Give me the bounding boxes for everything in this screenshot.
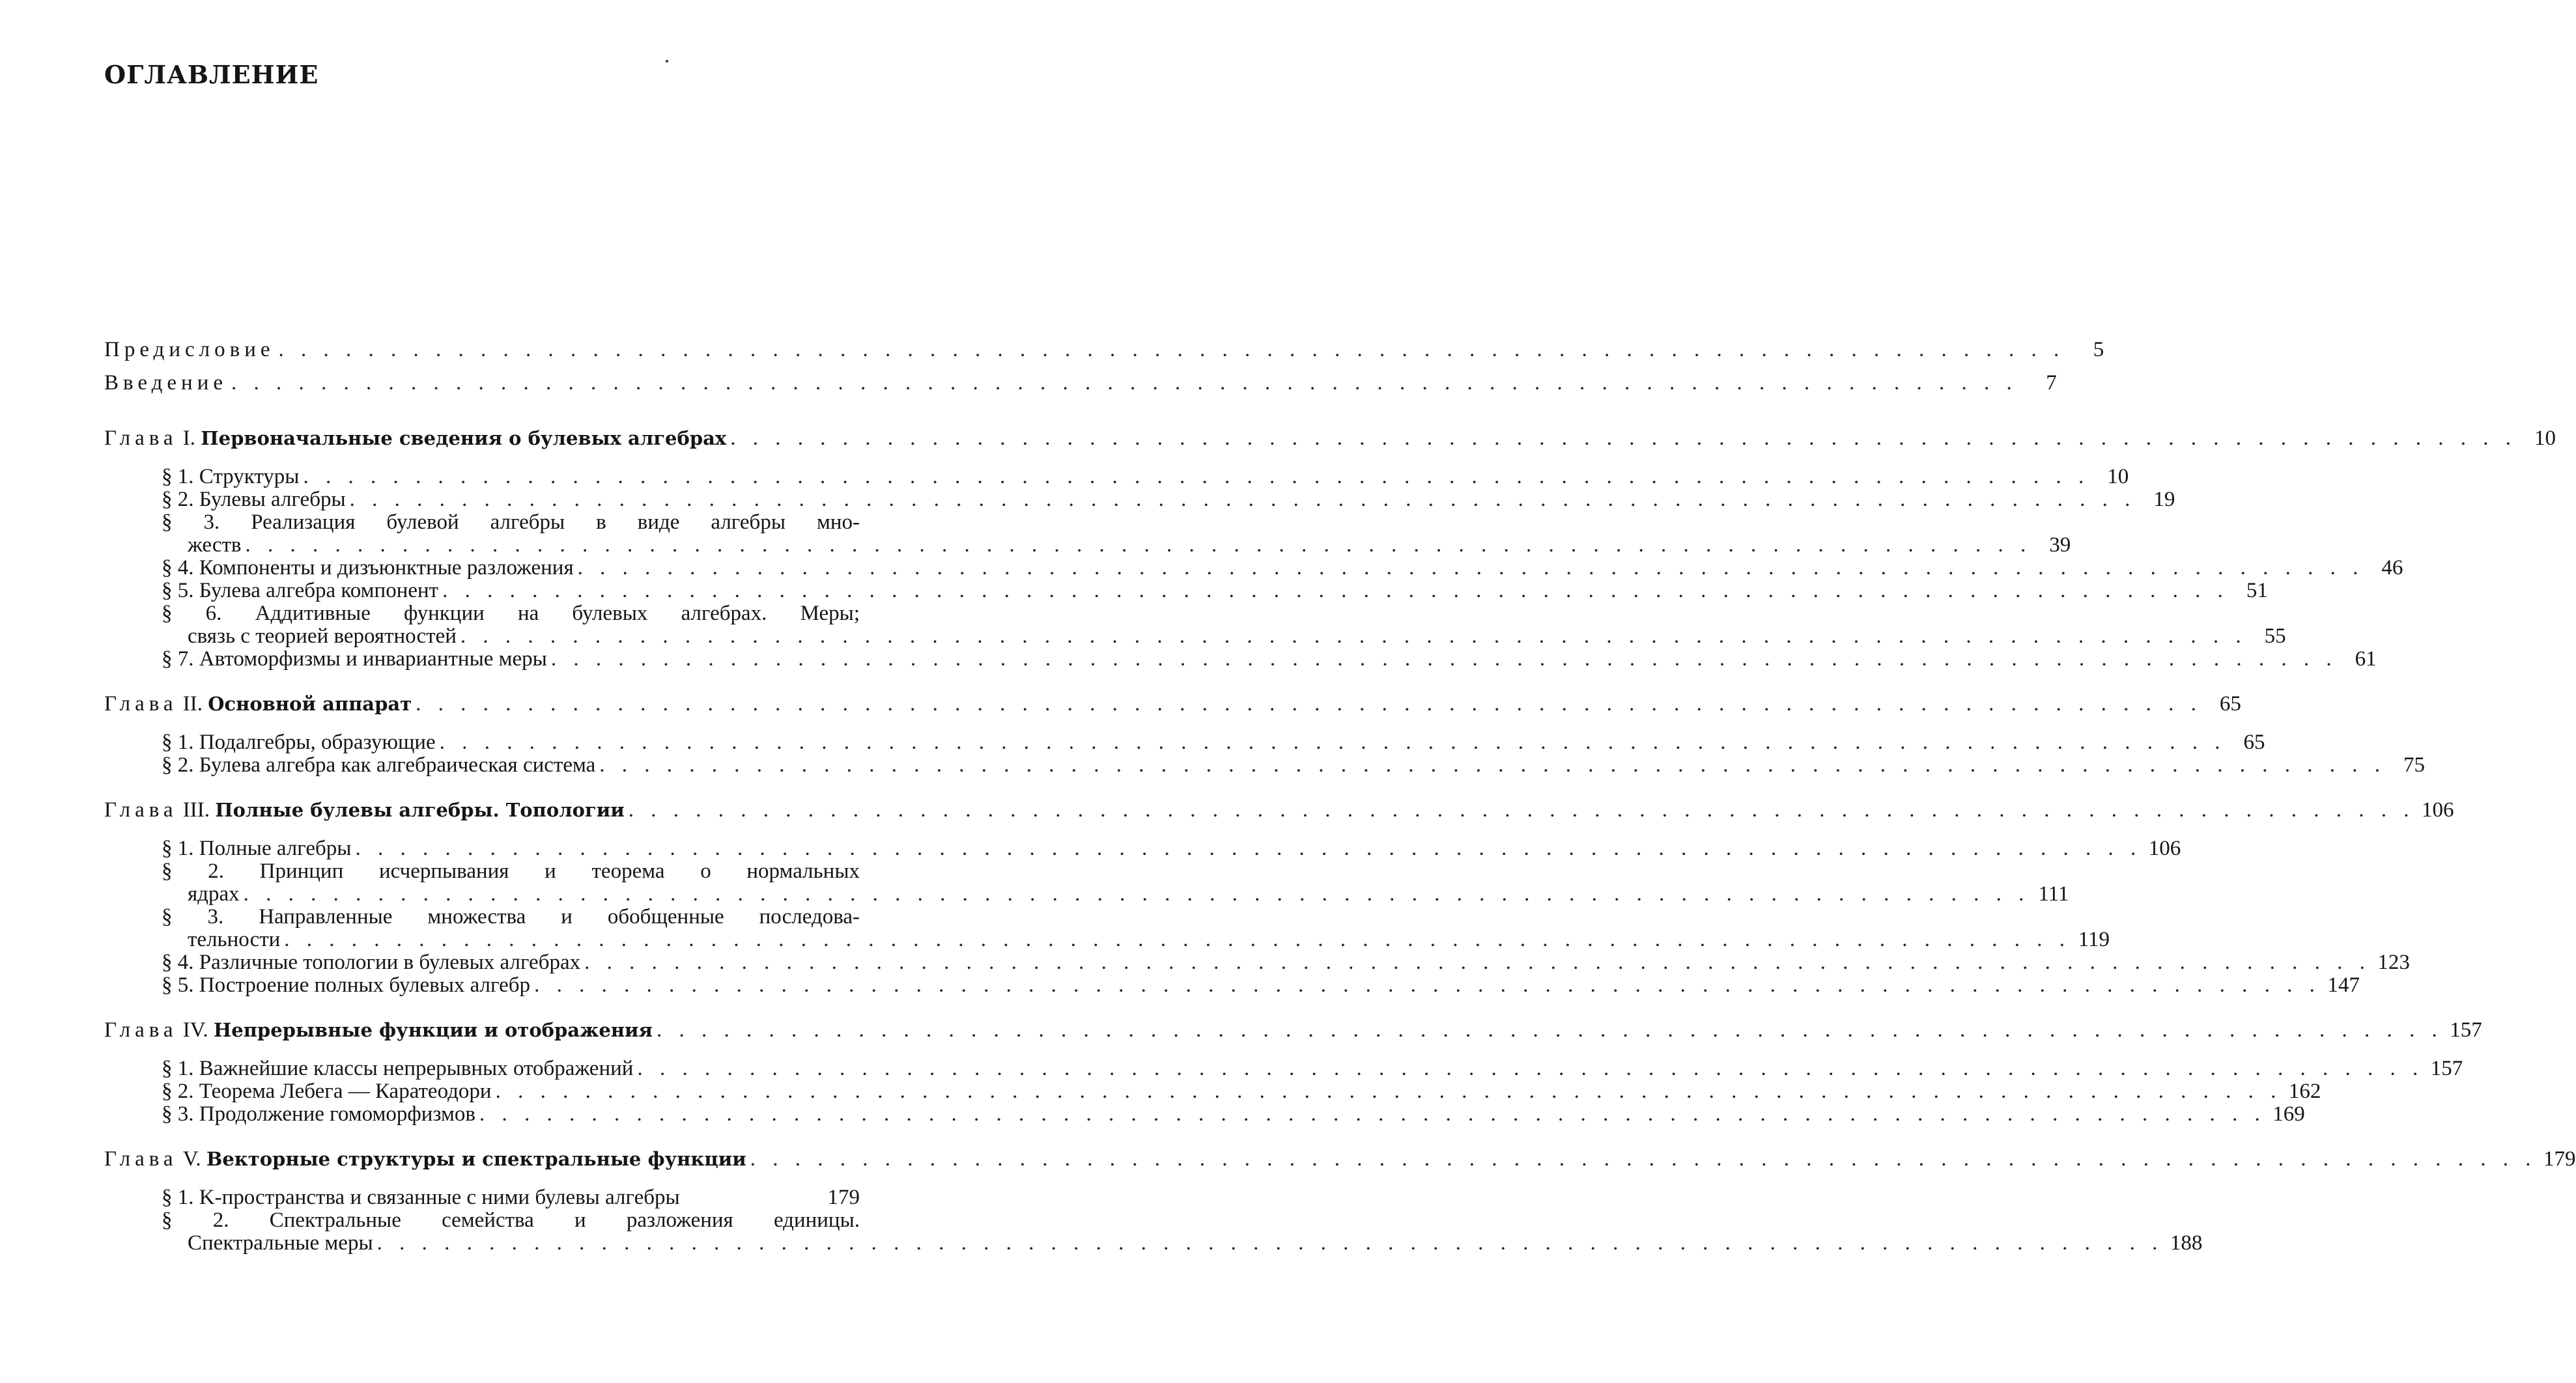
section-title-line1: Спектральные семейства и разложения единицы. (269, 1208, 860, 1232)
section-number: § 6. (162, 602, 222, 625)
section-number: § 5. (162, 973, 194, 997)
dot-leader: . . . . . . . . . . . . . . . . . . . . . . . . . . . . . . . . . . . . . . . . . . . . . . . . . . . . . . . . . . . . . . . . . . . . . . . . . . . . . . . . (584, 951, 2371, 974)
section-line (162, 465, 2129, 488)
section-title-line2: ядрах (188, 882, 240, 906)
page-number: 61 (2355, 647, 2377, 671)
section-title: Булева алгебра как алгебраическая система (199, 753, 596, 777)
dot-leader: . . . . . . . . . . . . . . . . . . . . . . . . . . . . . . . . . . . . . . . . . . . . . . . . . . . . . . . . . . . . . . . . . . . . . . . . . . . . . . . . (577, 556, 2364, 580)
section-number: § 1. (162, 837, 194, 860)
toc-section-entry (104, 1080, 2321, 1103)
page-number: 111 (2038, 882, 2069, 906)
dot-leader: . . . . . . . . . . . . . . . . . . . . . . . . . . . . . . . . . . . . . . . . . . . . . . . . . . . . . . . . . . . . . . . . . . . . . . . . . . . . . . . . (750, 1147, 2537, 1171)
dot-leader: . . . . . . . . . . . . . . . . . . . . . . . . . . . . . . . . . . . . . . . . . . . . . . . . . . . . . . . . . . . . . . . . . . . . . . . . . . . . . . . . (439, 731, 2226, 754)
table-of-contents (104, 338, 2576, 1255)
dot-leader: . . . . . . . . . . . . . . . . . . . . . . . . . . . . . . . . . . . . . . . . . . . . . . . . . . . . . . . . . . . . . . . . . . . . . . . . . . . . . . . . (460, 624, 2247, 648)
section-title: Булевы алгебры (199, 488, 346, 511)
page-number: 157 (2430, 1057, 2463, 1080)
section-number: § 3. (162, 905, 224, 929)
chapter-name: Непрерывные функции и отображения (213, 1019, 653, 1041)
toc-section-entry (104, 837, 2181, 860)
dot-leader: . . . . . . . . . . . . . . . . . . . . . . . . . . . . . . . . . . . . . . . . . . . . . . . . . . . . . . . . . . . . . . . . . . . . . . . . . . . . . . . . (479, 1102, 2266, 1126)
toc-section-entry (104, 753, 2426, 777)
dot-leader: . . . . . . . . . . . . . . . . . . . . . . . . . . . . . . . . . . . . . . . . . . . . . . . . . . . . . . . . . . . . . . . . . . . . . . . . . . . . . . . . (376, 1231, 2164, 1255)
dot-leader: . . . . . . . . . . . . . . . . . . . . . . . . . . . . . . . . . . . . . . . . . . . . . . . . . . . . . . . . . . . . . . . . . . . . . . . . . . . . . . . . (534, 973, 2321, 997)
section-line (162, 1102, 2305, 1126)
section-text (162, 488, 346, 511)
page-number: 169 (2272, 1102, 2305, 1126)
section-line (162, 602, 860, 625)
section-number: § 2. (162, 488, 194, 511)
section-number: § 3. (162, 1102, 194, 1126)
toc-chapter-heading (104, 1018, 2482, 1042)
chapter-name: Первоначальные сведения о булевых алгебрах (201, 427, 727, 449)
toc-section-entry (104, 1057, 2463, 1080)
section-number: § 1. (162, 1186, 194, 1209)
toc-section-entry (104, 1208, 2203, 1255)
section-number: § 1. (162, 465, 194, 488)
section-line (162, 882, 2069, 906)
chapter-word: Глава (104, 1147, 178, 1171)
dot-leader: . . . . . . . . . . . . . . . . . . . . . . . . . . . . . . . . . . . . . . . . . . . . . . . . . . . . . . . . . . . . . . . . . . . . . . . . . . . . . . . . (245, 533, 2032, 557)
section-line (162, 951, 2410, 974)
page-number: 51 (2246, 579, 2268, 602)
section-number: § 4. (162, 951, 194, 974)
chapter-word: Глава (104, 798, 178, 822)
section-line (162, 1231, 2203, 1255)
print-speck (666, 60, 668, 63)
section-title: K-пространства и связанные с ними булевы алгебры (199, 1186, 680, 1209)
page-number: 162 (2288, 1080, 2321, 1103)
dot-leader: . . . . . . . . . . . . . . . . . . . . . . . . . . . . . . . . . . . . . . . . . . . . . . . . . . . . . . . . . . . . . . . . . . . . . . . . . . . . . . . . (656, 1018, 2443, 1042)
toc-chapter-heading (104, 426, 2556, 450)
section-number: § 4. (162, 556, 194, 580)
page-number: 55 (2264, 624, 2286, 648)
section-title: Важнейшие классы непрерывных отображений (199, 1057, 634, 1080)
section-title: Компоненты и дизъюнктные разложения (199, 556, 574, 580)
page-number: 10 (2107, 465, 2129, 488)
page-number: 179 (2543, 1147, 2576, 1171)
section-line (162, 624, 2286, 648)
section-line (162, 906, 860, 929)
chapter-title (104, 427, 726, 450)
dot-leader: . . . . . . . . . . . . . . . . . . . . . . . . . . . . . . . . . . . . . . . . . . . . . . . . . . . . . . . . . . . . . . . . . . . . . . . . . . . . . . . . (243, 882, 2030, 906)
section-title-line2: жеств (188, 533, 242, 557)
section-title-line2: связь с теорией вероятностей (188, 624, 457, 648)
page-number: 123 (2377, 951, 2410, 974)
page-number: 179 (827, 1186, 860, 1209)
dot-leader: . . . . . . . . . . . . . . . . . . . . . . . . . . . . . . . . . . . . . . . . . . . . . . . . . . . . . . . . . . . . . . . . . . . . . . . . . . . . . . . . (303, 465, 2090, 488)
section-line (162, 731, 2265, 754)
dot-leader: . . . . . . . . . . . . . . . . . . . . . . . . . . . . . . . . . . . . . . . . . . . . . . . . . . . . . . . . . . . . . . . . . . . . . . . . . . . . . . . . (550, 647, 2338, 671)
section-number: § 2. (162, 859, 224, 883)
section-line (162, 556, 2403, 580)
section-text (162, 754, 595, 777)
section-line (162, 753, 2426, 777)
section-line (162, 1057, 2463, 1080)
chapter-title (104, 799, 625, 822)
section-title: Продолжение гомоморфизмов (199, 1102, 475, 1126)
section-line (162, 511, 860, 534)
section-number: § 1. (162, 1057, 194, 1080)
page-number: 46 (2381, 556, 2403, 580)
section-title-line1: Направленные множества и обобщенные последова- (259, 905, 860, 929)
section-title: Построение полных булевых алгебр (199, 973, 531, 997)
chapter-number: V. (182, 1147, 201, 1171)
front-label: Предисловие (104, 338, 275, 361)
section-line (162, 533, 2071, 557)
section-text (162, 466, 299, 488)
toc-section-entry (104, 556, 2403, 580)
section-title: Булева алгебра компонент (199, 579, 439, 602)
page-number: 65 (2219, 692, 2241, 716)
section-number: § 7. (162, 647, 194, 671)
section-line (162, 973, 2360, 997)
dot-leader: . . . . . . . . . . . . . . . . . . . . . . . . . . . . . . . . . . . . . . . . . . . . . . . . . . . . . . . . . . . . . . . . . . . . . . . . . . . . . . . . (231, 371, 2018, 395)
section-title-line1: Реализация булевой алгебры в виде алгебры мно- (251, 510, 860, 534)
toc-section-entry (104, 602, 2286, 648)
section-line (162, 647, 2377, 671)
section-line (162, 860, 860, 883)
chapter-number: II. (182, 692, 203, 716)
section-title: Теорема Лебега — Каратеодори (199, 1080, 492, 1103)
section-title-line2: тельности (188, 928, 281, 951)
dot-leader: . . . . . . . . . . . . . . . . . . . . . . . . . . . . . . . . . . . . . . . . . . . . . . . . . . . . . . . . . . . . . . . . . . . . . . . . . . . . . . . . (495, 1080, 2282, 1103)
page-number: 188 (2170, 1231, 2203, 1255)
chapter-name: Векторные структуры и спектральные функции (206, 1148, 746, 1170)
section-line (162, 837, 2181, 860)
section-text (162, 1057, 633, 1080)
chapter-title (104, 1148, 746, 1171)
chapter-number: IV. (182, 1018, 208, 1042)
section-line (162, 488, 2175, 511)
page-number: 157 (2450, 1018, 2482, 1042)
dot-leader: . . . . . . . . . . . . . . . . . . . . . . . . . . . . . . . . . . . . . . . . . . . . . . . . . . . . . . . . . . . . . . . . . . . . . . . . . . . . . . . . (278, 338, 2065, 361)
dot-leader: . . . . . . . . . . . . . . . . . . . . . . . . . . . . . . . . . . . . . . . . . . . . . . . . . . . . . . . . . . . . . . . . . . . . . . . . . . . . . . . . (637, 1057, 2424, 1080)
section-title: Автоморфизмы и инвариантные меры (199, 647, 547, 671)
toc-section-entry (104, 905, 2110, 951)
section-number: § 2. (162, 753, 194, 777)
chapter-title (104, 1019, 653, 1042)
toc-section-entry (104, 579, 2268, 602)
toc-chapter-heading (104, 1147, 2576, 1171)
toc-section-entry (104, 1102, 2305, 1126)
dot-leader: . . . . . . . . . . . . . . . . . . . . . . . . . . . . . . . . . . . . . . . . . . . . . . . . . . . . . . . . . . . . . . . . . . . . . . . . . . . . . . . . (628, 798, 2415, 822)
chapter-number: I. (182, 426, 196, 450)
page-number: 10 (2534, 426, 2556, 450)
page-number: 147 (2327, 973, 2360, 997)
dot-leader: . . . . . . . . . . . . . . . . . . . . . . . . . . . . . . . . . . . . . . . . . . . . . . . . . . . . . . . . . . . . . . . . . . . . . . . . . . . . . . . . (442, 579, 2229, 602)
section-text (162, 974, 530, 997)
section-text (162, 951, 580, 974)
toc-section-entry (104, 1186, 860, 1209)
page-number: 7 (2046, 371, 2057, 395)
section-text (162, 1080, 492, 1103)
section-text (162, 580, 438, 602)
section-number: § 3. (162, 510, 220, 534)
section-title-line1: Принцип исчерпывания и теорема о нормальных (259, 859, 860, 883)
section-text (162, 731, 436, 754)
section-title: Полные алгебры (199, 837, 352, 860)
front-label: Введение (104, 371, 228, 395)
page-number: 75 (2403, 753, 2426, 777)
toc-chapter-heading (104, 798, 2454, 822)
chapter-word: Глава (104, 426, 178, 450)
section-title-line1: Аддитивные функции на булевых алгебрах. Меры; (255, 602, 860, 625)
section-line (162, 928, 2110, 951)
section-title-line2: Спектральные меры (188, 1231, 373, 1255)
section-number: § 5. (162, 579, 194, 602)
dot-leader: . . . . . . . . . . . . . . . . . . . . . . . . . . . . . . . . . . . . . . . . . . . . . . . . . . . . . . . . . . . . . . . . . . . . . . . . . . . . . . . . (730, 426, 2517, 450)
toc-section-entry (104, 465, 2129, 488)
dot-leader: . . . . . . . . . . . . . . . . . . . . . . . . . . . . . . . . . . . . . . . . . . . . . . . . . . . . . . . . . . . . . . . . . . . . . . . . . . . . . . . . (416, 692, 2202, 716)
section-title: Структуры (199, 465, 300, 488)
section-text (162, 557, 574, 580)
section-text (162, 1103, 475, 1126)
section-line (162, 1080, 2321, 1103)
toc-section-entry (104, 859, 2069, 906)
chapter-name: Основной аппарат (208, 693, 412, 715)
chapter-word: Глава (104, 1018, 178, 1042)
chapter-title (104, 693, 412, 716)
chapter-word: Глава (104, 692, 178, 716)
dot-leader: . . . . . . . . . . . . . . . . . . . . . . . . . . . . . . . . . . . . . . . . . . . . . . . . . . . . . . . . . . . . . . . . . . . . . . . . . . . . . . . . (599, 753, 2386, 777)
dot-leader: . . . . . . . . . . . . . . . . . . . . . . . . . . . . . . . . . . . . . . . . . . . . . . . . . . . . . . . . . . . . . . . . . . . . . . . . . . . . . . . . (349, 488, 2136, 511)
chapter-number: III. (182, 798, 210, 822)
toc-section-entry (104, 488, 2175, 511)
page-number: 119 (2078, 928, 2110, 951)
dot-leader: . . . . . . . . . . . . . . . . . . . . . . . . . . . . . . . . . . . . . . . . . . . . . . . . . . . . . . . . . . . . . . . . . . . . . . . . . . . . . . . . (355, 837, 2142, 860)
chapter-name: Полные булевы алгебры. Топологии (215, 799, 625, 821)
toc-section-entry (104, 510, 2071, 557)
section-line (162, 579, 2268, 602)
section-title: Подалгебры, образующие (199, 731, 436, 754)
page-number: 5 (2093, 338, 2104, 361)
toc-front-entry (104, 371, 2057, 395)
section-number: § 2. (162, 1080, 194, 1103)
page-title: ОГЛАВЛЕНИЕ (104, 60, 319, 89)
toc-section-entry (104, 951, 2410, 974)
section-line (162, 1186, 860, 1209)
toc-section-entry (104, 973, 2360, 997)
section-text (162, 1186, 680, 1209)
page-number: 106 (2422, 798, 2454, 822)
section-number: § 2. (162, 1208, 229, 1232)
page-number: 106 (2148, 837, 2181, 860)
toc-chapter-heading (104, 692, 2241, 716)
section-text (162, 837, 351, 860)
page-number: 65 (2243, 731, 2265, 754)
section-number: § 1. (162, 731, 194, 754)
toc-section-entry (104, 731, 2265, 754)
section-text (162, 648, 547, 671)
toc-front-entry (104, 338, 2104, 361)
dot-leader: . . . . . . . . . . . . . . . . . . . . . . . . . . . . . . . . . . . . . . . . . . . . . . . . . . . . . . . . . . . . . . . . . . . . . . . . . . . . . . . . (284, 928, 2071, 951)
toc-section-entry (104, 647, 2377, 671)
section-line (162, 1209, 860, 1232)
page-number: 19 (2153, 488, 2175, 511)
page-number: 39 (2049, 533, 2071, 557)
section-title: Различные топологии в булевых алгебрах (199, 951, 581, 974)
